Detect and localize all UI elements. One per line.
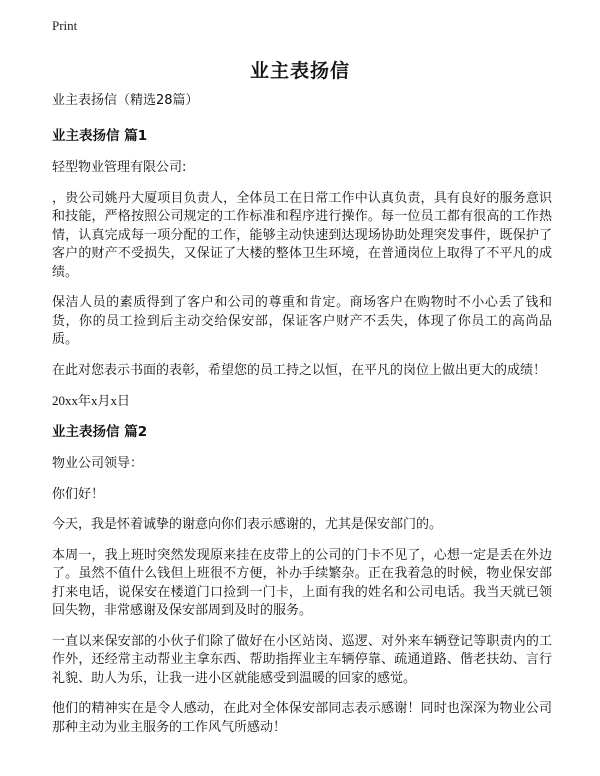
section-heading-2: 业主表扬信 篇2 — [52, 423, 148, 440]
page-title: 业主表扬信 — [249, 60, 350, 82]
document-body — [52, 92, 552, 749]
date-line: 20xx年x月x日 — [52, 393, 131, 408]
body-paragraph: 今天，我是怀着诚挚的谢意向你们表示感谢的，尤其是保安部门的。 — [52, 517, 443, 532]
greeting-paragraph: 你们好！ — [52, 486, 105, 502]
salutation-paragraph: 物业公司领导： — [52, 456, 144, 471]
section-heading-1: 业主表扬信 篇1 — [52, 127, 148, 144]
body-paragraph: 保洁人员的素质得到了客户和公司的尊重和肯定。商场客户在购物时不小心丢了钱和货，你的员工捡到后主动交给保安部，保证客户财产不丢失，体现了你员工的高尚品质。 — [52, 295, 552, 347]
salutation-paragraph: 轻型物业管理有限公司: — [52, 160, 187, 175]
document-subtitle: 业主表扬信（精选28篇） — [52, 93, 199, 108]
body-paragraph: 本周一，我上班时突然发现原来挂在皮带上的公司的门卡不见了，心想一定是丢在外边了。虽然不值什么钱但上班很不方便，补办手续繁杂。正在我着急的时候，物业保安部打来电话，说保安在楼道门口捡到一门卡，上面有我的姓名和公司电话。我当天就已领回失物，非常感谢及保安部周到及时的服务。 — [52, 547, 552, 618]
print-link[interactable]: Print — [52, 18, 78, 33]
body-paragraph: 一直以来保安部的小伙子们除了做好在小区站岗、巡逻、对外来车辆登记等职责内的工作外，还经常主动帮业主拿东西、帮助指挥业主车辆停靠、疏通道路、偕老扶幼、言行礼貌、助人为乐，让我一进小区就能感受到温暖的回家的感觉。 — [52, 633, 552, 686]
body-paragraph: 在此对您表示书面的表彰，希望您的员工持之以恒，在平凡的岗位上做出更大的成绩！ — [52, 362, 547, 378]
body-paragraph: 他们的精神实在是令人感动，在此对全体保安部同志表示感谢！同时也深深为物业公司那种主动为业主服务的工作风气所感动！ — [52, 701, 552, 735]
body-paragraph: ，贵公司姚丹大厦项目负责人，全体员工在日常工作中认真负责，具有良好的服务意识和技能，严格按照公司规定的工作标准和程序进行操作。每一位员工都有很高的工作热情，认真完成每一项分配的工作，能够主动快速到达现场协助处理突发事件，既保护了客户的财产不受损失，又保证了大楼的整体卫生环境，在普通岗位上取得了不平凡的成绩。 — [52, 190, 552, 280]
